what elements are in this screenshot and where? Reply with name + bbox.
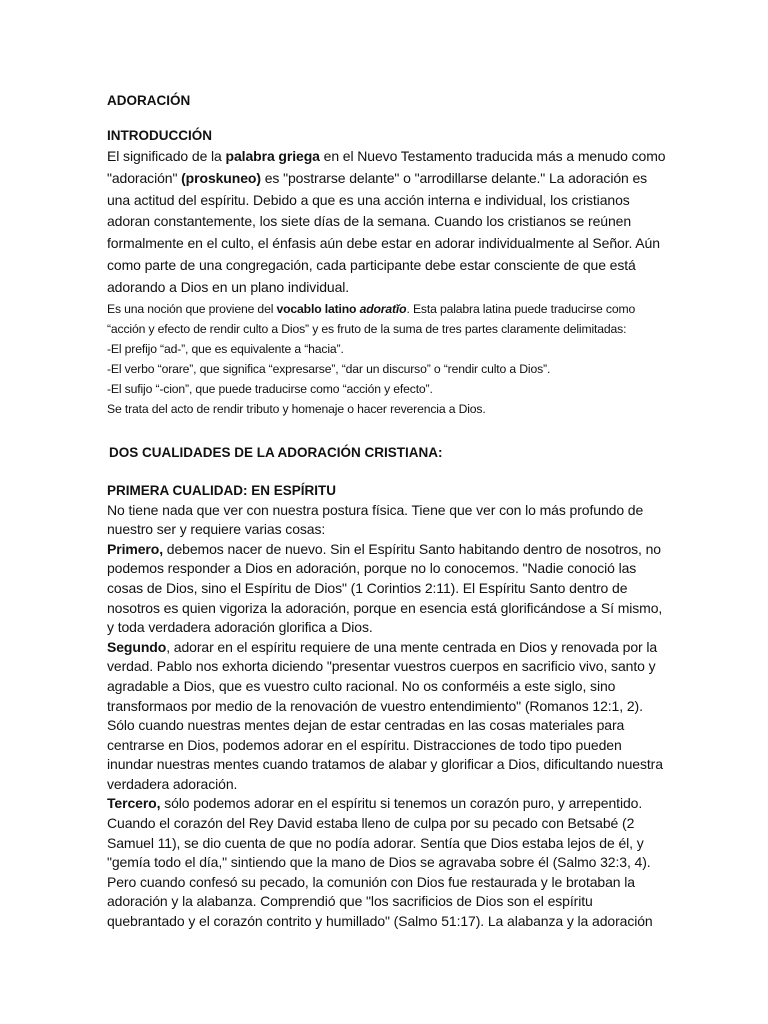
primero-paragraph bbox=[107, 540, 667, 638]
document-title: ADORACIÓN bbox=[107, 93, 191, 108]
bold-run: (proskuneo) bbox=[181, 169, 261, 186]
latin-paragraph bbox=[107, 299, 667, 339]
intro-latin-block bbox=[107, 299, 667, 419]
text-run: . Esta palabra latina puede traducirse como “acción y efecto de rendir culto a Dios” y es fruto de la suma de tres partes claramente delimitadas: bbox=[107, 301, 636, 336]
text-run: , adorar en el espíritu requiere de una mente centrada en Dios y renovada por la verdad. Pablo nos exhorta diciendo "presentar vuestros cuerpos en sacrificio vivo, santo y agradable a Dios, que es vuestro culto racional. No os conforméis a este siglo, sino transformaos por medio de la renovación de vuestro entendimiento" (Romanos 12:1, 2). Sólo cuando nuestras mentes dejan de estar centradas en las cosas materiales para centrarse en Dios, podemos adorar en el espíritu. Distracciones de todo tipo pueden inundar nuestras mentes cuando tratamos de alabar y glorificar a Dios, dificultando nuestra verdadera adoración. bbox=[107, 638, 663, 792]
bold-run: Tercero, bbox=[107, 795, 161, 812]
intro-body bbox=[107, 146, 667, 299]
text-run: El significado de la bbox=[107, 148, 226, 164]
list-item: -El sufijo “-cion”, que puede traducirse como “acción y efecto”. bbox=[107, 381, 433, 396]
section-heading: DOS CUALIDADES DE LA ADORACIÓN CRISTIANA: bbox=[109, 444, 443, 460]
primera-heading: PRIMERA CUALIDAD: EN ESPÍRITU bbox=[107, 482, 337, 498]
text-run: sólo podemos adorar en el espíritu si tenemos un corazón puro, y arrepentido. Cuando el corazón del Rey David estaba lleno de culpa por su pecado con Betsabé (2 Samuel 11), se dio cuenta de que no podía adorar. Sentía que Dios estaba lejos de él, y "gemía todo el día," sintiendo que la mano de Dios se agravaba sobre él (Salmo 32:3, 4). Pero cuando confesó su pecado, la comunión con Dios fue restaurada y le brotaban la adoración y la alabanza. Comprendió que "los sacrificios de Dios son el espíritu quebrantado y el corazón contrito y humillado" (Salmo 51:17). La alabanza y la adoración bbox=[107, 795, 653, 930]
segundo-paragraph bbox=[107, 638, 667, 795]
document-page bbox=[107, 90, 667, 932]
bold-run: palabra griega bbox=[225, 148, 320, 164]
bold-run: Segundo bbox=[107, 638, 167, 655]
text-run: Es una noción que proviene del bbox=[107, 301, 277, 316]
intro-paragraph bbox=[107, 146, 667, 299]
intro-heading: INTRODUCCIÓN bbox=[107, 128, 212, 143]
bold-italic-run: adoratĭo bbox=[359, 301, 407, 316]
primera-body bbox=[107, 501, 667, 932]
tercero-paragraph bbox=[107, 794, 667, 931]
text-run: en el Nuevo Testamento traducida más a menudo como "adoración" bbox=[107, 148, 666, 186]
text-run: es "postrarse delante" o "arrodillarse delante." La adoración es una actitud del espíritu. Debido a que es una acción interna e individual, los cristianos adoran constantemente, los siete días de la semana. Cuando los cristianos se reúnen formalmente en el culto, el énfasis aún debe estar en adorar individualmente al Señor. Aún como parte de una congregación, cada participante debe estar consciente de que está adorando a Dios en un plano individual. bbox=[107, 169, 660, 295]
bold-run: vocablo latino bbox=[276, 301, 360, 316]
bold-run: Primero, bbox=[107, 540, 163, 557]
list-item: -El verbo “orare”, que significa “expresarse”, “dar un discurso” o “rendir culto a Dios”. bbox=[107, 361, 551, 376]
text-run: debemos nacer de nuevo. Sin el Espíritu Santo habitando dentro de nosotros, no podemos responder a Dios en adoración, porque no lo conocemos. "Nadie conoció las cosas de Dios, sino el Espíritu de Dios" (1 Corintios 2:11). El Espíritu Santo dentro de nosotros es quien vigoriza la adoración, porque en esencia está glorificándose a Sí mismo, y toda verdadera adoración glorifica a Dios. bbox=[107, 540, 663, 636]
closing-line: Se trata del acto de rendir tributo y homenaje o hacer reverencia a Dios. bbox=[107, 401, 486, 416]
primera-paragraph: No tiene nada que ver con nuestra postura física. Tiene que ver con lo más profundo de nuestro ser y requiere varias cosas: bbox=[107, 501, 644, 538]
list-item: -El prefijo “ad-”, que es equivalente a “hacia”. bbox=[107, 341, 344, 356]
